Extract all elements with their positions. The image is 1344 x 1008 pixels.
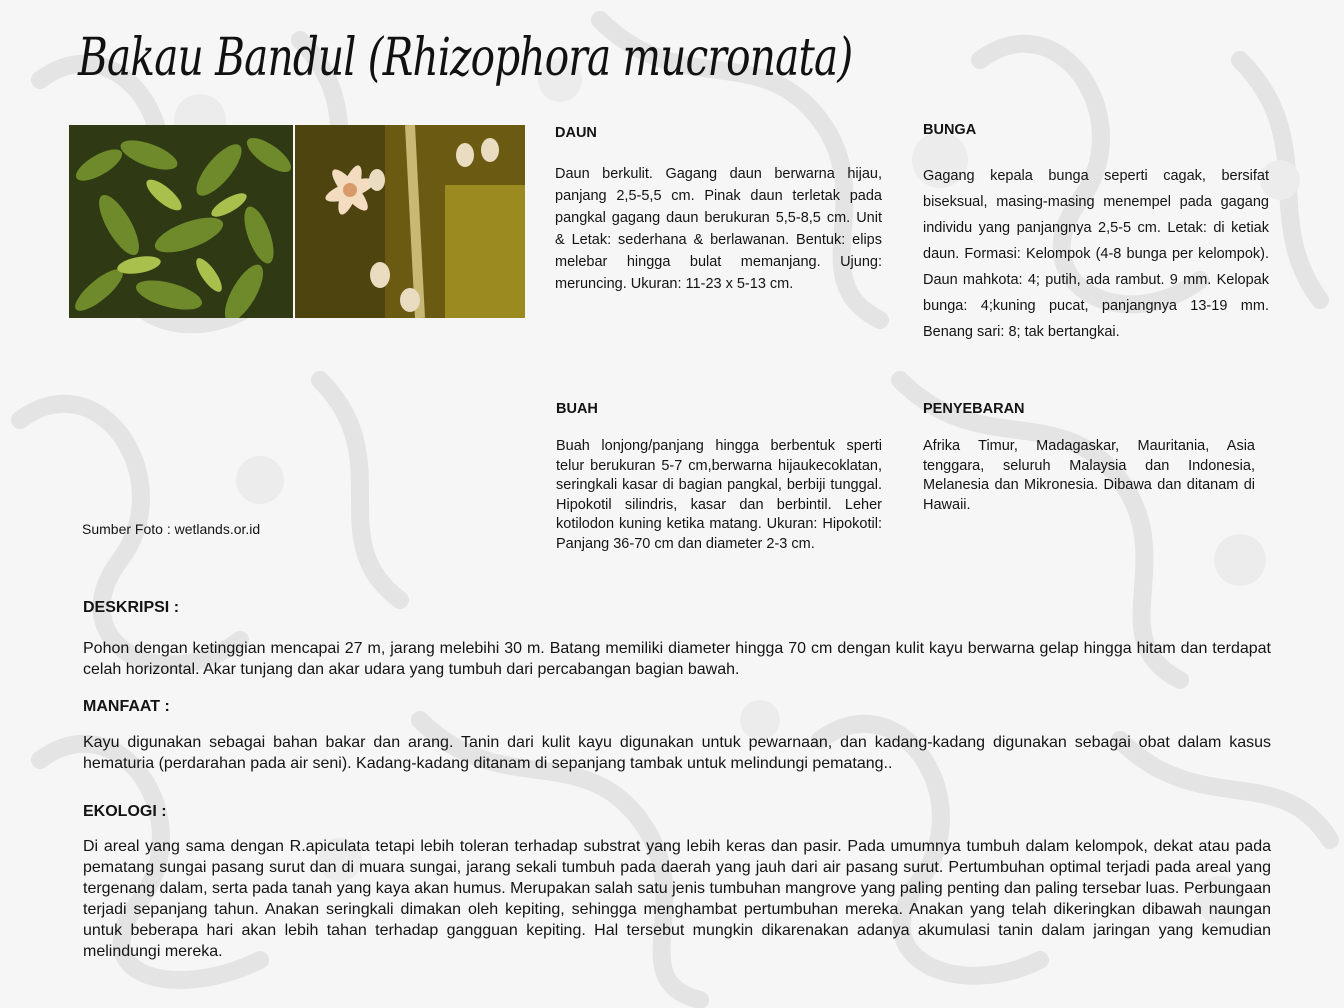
daun-text: Daun berkulit. Gagang daun berwarna hijau, panjang 2,5-5,5 cm. Pinak daun terletak pada pangkal gagang daun berukuran 5,5-8,5 cm. Unit & Letak: sederhana & berlawanan. Bentuk: elips melebar hingga bulat memanjang. Ujung: meruncing. Ukuran: 11-23 x 5-13 cm. — [555, 166, 882, 292]
leaves-photo — [69, 125, 293, 318]
penyebaran-heading: PENYEBARAN — [923, 401, 1025, 417]
photo-credit: Sumber Foto : wetlands.or.id — [82, 521, 261, 537]
bunga-heading: BUNGA — [923, 122, 977, 138]
buah-text: Buah lonjong/panjang hingga berbentuk sperti telur berukuran 5-7 cm,berwarna hijaukecoklatan, seringkali kasar di bagian pangkal, berbiji tunggal. Hipokotil silindris, kasar dan berbintil. Leher kotilodon kuning ketika matang. Ukuran: Hipokotil: Panjang 36-70 cm dan diameter 2-3 cm. — [556, 438, 882, 552]
flower-photo — [295, 125, 525, 318]
ekologi-text: Di areal yang sama dengan R.apiculata tetapi lebih toleran terhadap substrat yang lebih keras dan pasir. Pada umumnya tumbuh dalam kelompok, dekat atau pada pematang sungai pasang surut dan di muara sungai, jarang sekali tumbuh pada daerah yang jauh dari air pasang surut. Pertumbuhan optimal terjadi pada areal yang tergenang dalam, serta pada tanah yang kaya akan humus. Merupakan salah satu jenis tumbuhan mangrove yang paling penting dan paling tersebar luas. Perbungaan terjadi sepanjang tahun. Anakan seringkali dimakan oleh kepiting, sehingga menghambat pertumbuhan mereka. Anakan yang telah dikeringkan dibawah naungan untuk beberapa hari akan lebih tahan terhadap gangguan kepiting. Hal tersebut mungkin dikarenakan adanya akumulasi tanin dalam jaringan yang kemudian melindungi mereka. — [83, 838, 1271, 960]
page-title: Bakau Bandul (Rhizophora mucronata) — [78, 28, 853, 88]
manfaat-text: Kayu digunakan sebagai bahan bakar dan arang. Tanin dari kulit kayu digunakan untuk pewarnaan, dan kadang-kadang digunakan sebagai obat dalam kasus hematuria (perdarahan pada air seni). Kadang-kadang ditanam di sepanjang tambak untuk melindungi pematang.. — [83, 734, 1271, 772]
deskripsi-text: Pohon dengan ketinggian mencapai 27 m, jarang melebihi 30 m. Batang memiliki diameter hingga 70 cm dengan kulit kayu berwarna gelap hingga hitam dan terdapat celah horizontal. Akar tunjang dan akar udara yang tumbuh dari percabangan bagian bawah. — [83, 640, 1271, 678]
buah-heading: BUAH — [556, 401, 598, 417]
bunga-text: Gagang kepala bunga seperti cagak, bersifat biseksual, masing-masing menempel pada gagang individu yang panjangnya 2,5-5 cm. Letak: di ketiak daun. Formasi: Kelompok (4-8 bunga per kelompok). Daun mahkota: 4; putih, ada rambut. 9 mm. Kelopak bunga: 4;kuning pucat, panjangnya 13-19 mm. Benang sari: 8; tak bertangkai. — [923, 168, 1269, 340]
deskripsi-heading: DESKRIPSI : — [83, 599, 180, 616]
penyebaran-text: Afrika Timur, Madagaskar, Mauritania, Asia tenggara, seluruh Malaysia dan Indonesia, Melanesia dan Mikronesia. Dibawa dan ditanam di Hawaii. — [923, 438, 1255, 513]
ekologi-heading: EKOLOGI : — [83, 803, 167, 820]
manfaat-heading: MANFAAT : — [83, 698, 170, 715]
daun-heading: DAUN — [555, 125, 597, 141]
